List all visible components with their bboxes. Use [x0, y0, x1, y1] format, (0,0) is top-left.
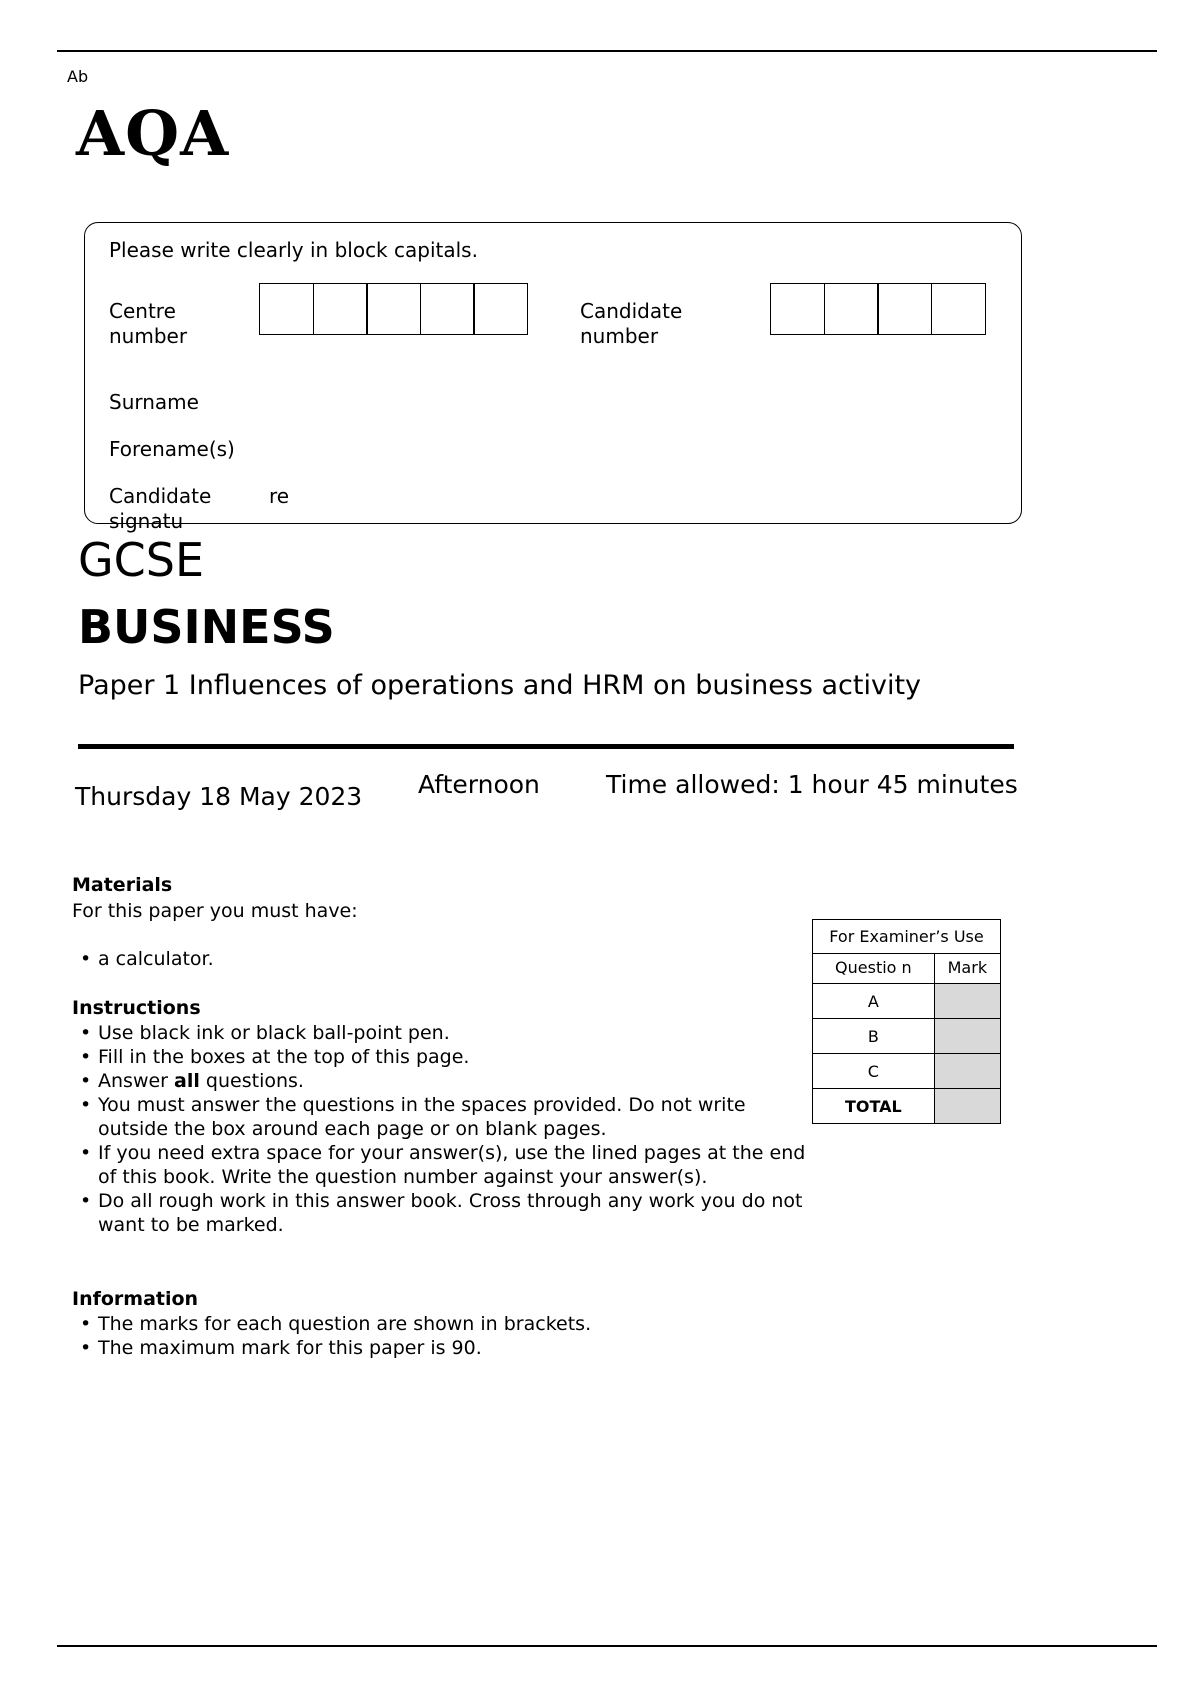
list-item: • Fill in the boxes at the top of this page. [98, 1045, 818, 1069]
mark-cell[interactable] [934, 1019, 1000, 1054]
list-item: • You must answer the questions in the spaces provided. Do not write outside the box around each page or on blank pages. [98, 1093, 818, 1141]
centre-number-cell[interactable] [366, 283, 421, 335]
candidate-number-label: Candidate number [580, 299, 683, 348]
exam-date: Thursday 18 May 2023 [75, 782, 363, 811]
list-item-text-a: Answer [98, 1070, 175, 1092]
question-label: B [813, 1019, 935, 1054]
total-mark-cell[interactable] [934, 1089, 1000, 1124]
subject-title: BUSINESS [78, 600, 335, 654]
list-item: • The marks for each question are shown in brackets. [98, 1312, 798, 1336]
candidate-signature-label: Candidate signatu [109, 484, 212, 533]
table-row [813, 954, 1001, 984]
candidate-details-box [84, 222, 1022, 524]
paper-title: Paper 1 Influences of operations and HRM on business activity [78, 670, 922, 701]
candidate-signature-label-cont: re [269, 484, 290, 508]
materials-heading: Materials [72, 874, 173, 896]
list-item: • Use black ink or black ball-point pen. [98, 1021, 818, 1045]
centre-number-input[interactable] [259, 283, 528, 335]
list-item-text-b: questions. [199, 1070, 304, 1092]
instructions-heading: Instructions [72, 997, 201, 1019]
examiner-use-table [812, 919, 1001, 1124]
centre-number-label: Centre number [109, 299, 188, 348]
list-item: • If you need extra space for your answer(s), use the lined pages at the end of this book. Write the question number against your answer(s). [98, 1141, 818, 1189]
list-item: • Do all rough work in this answer book. Cross through any work you do not want to be marked. [98, 1189, 818, 1237]
materials-list [72, 947, 518, 971]
top-rule [57, 50, 1157, 52]
candidate-number-cell[interactable] [824, 283, 879, 335]
table-row [813, 1019, 1001, 1054]
column-header-question: Questio n [813, 954, 935, 984]
emphasis-all: all [174, 1070, 200, 1092]
examiner-table-title: For Examiner’s Use [813, 920, 1001, 954]
centre-number-cell[interactable] [259, 283, 314, 335]
materials-intro: For this paper you must have: [72, 900, 358, 922]
column-header-mark: Mark [934, 954, 1000, 984]
forenames-label: Forename(s) [109, 437, 235, 461]
table-row [813, 1054, 1001, 1089]
qualification-title: GCSE [78, 533, 205, 587]
candidate-number-cell[interactable] [931, 283, 986, 335]
candidate-number-input[interactable] [770, 283, 986, 335]
title-rule [78, 744, 1014, 749]
mark-cell[interactable] [934, 1054, 1000, 1089]
information-heading: Information [72, 1288, 199, 1310]
question-label: C [813, 1054, 935, 1089]
total-label: TOTAL [813, 1089, 935, 1124]
centre-number-cell[interactable] [313, 283, 368, 335]
exam-session: Afternoon [418, 770, 540, 799]
list-item [98, 1069, 818, 1093]
candidate-number-cell[interactable] [877, 283, 932, 335]
table-row [813, 920, 1001, 954]
corner-mark: Ab [67, 67, 89, 86]
aqa-logo: AQA [76, 97, 230, 170]
list-item: • The maximum mark for this paper is 90. [98, 1336, 798, 1360]
centre-number-cell[interactable] [420, 283, 475, 335]
surname-label: Surname [109, 390, 199, 414]
information-list [72, 1312, 798, 1360]
candidate-number-cell[interactable] [770, 283, 825, 335]
table-row [813, 1089, 1001, 1124]
exam-time-allowed: Time allowed: 1 hour 45 minutes [606, 770, 1018, 799]
block-capitals-instruction: Please write clearly in block capitals. [109, 238, 478, 262]
question-label: A [813, 984, 935, 1019]
table-row [813, 984, 1001, 1019]
instructions-list [72, 1021, 818, 1237]
list-item: • a calculator. [98, 947, 518, 971]
mark-cell[interactable] [934, 984, 1000, 1019]
bottom-rule [57, 1645, 1157, 1647]
centre-number-cell[interactable] [473, 283, 528, 335]
